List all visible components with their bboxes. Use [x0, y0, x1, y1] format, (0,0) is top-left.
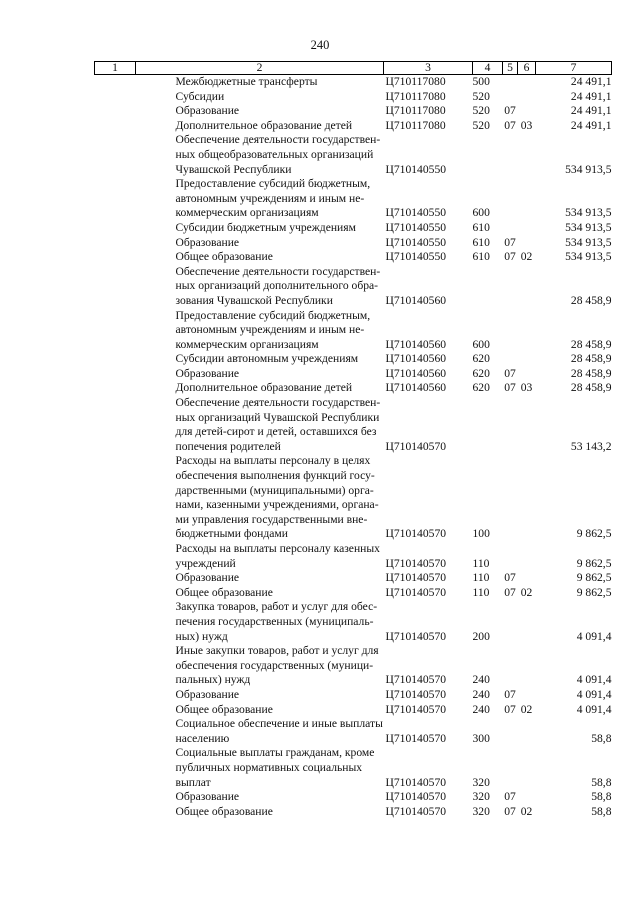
target-code: Ц710140550 [385, 235, 447, 249]
expense-type-code: 110 [472, 571, 490, 585]
expense-type-code: 620 [472, 381, 490, 395]
table-row [95, 571, 612, 586]
col-empty-cell [95, 571, 136, 586]
section-code: 07 [504, 381, 516, 395]
col-empty-cell [95, 381, 136, 396]
expense-type-code: 620 [472, 352, 490, 366]
section-code [503, 90, 518, 105]
table-row [95, 221, 612, 236]
item-name [136, 90, 384, 105]
subsection-code [518, 600, 536, 644]
table-row [95, 790, 612, 805]
expense-type-code [473, 396, 503, 454]
col-empty-cell [95, 703, 136, 718]
item-name [136, 805, 384, 820]
item-name [136, 381, 384, 396]
table-row [95, 688, 612, 703]
target-code: Ц710140570 [385, 673, 447, 687]
section-code: 07 [504, 687, 516, 701]
subsection-code [518, 688, 536, 703]
expense-type-code: 320 [472, 790, 490, 804]
col-empty-cell [95, 644, 136, 688]
section-code [503, 177, 518, 221]
item-name-text: Общее образование [175, 250, 273, 264]
expense-type-code: 520 [472, 104, 490, 118]
target-code: Ц710140560 [385, 293, 447, 307]
table-row [95, 703, 612, 718]
amount: 24 491,1 [570, 104, 612, 118]
item-name-text: Иные закупки товаров, работ и услуг для обеспечения государственных (муници- пальных) нужд [175, 644, 379, 687]
expense-type-code: 100 [472, 527, 490, 541]
col-empty-cell [95, 265, 136, 309]
subsection-code [518, 644, 536, 688]
amount: 9 862,5 [576, 527, 612, 541]
item-name [136, 265, 384, 309]
expense-type-code: 620 [472, 366, 490, 380]
col-empty-cell [95, 104, 136, 119]
col-empty-cell [95, 717, 136, 746]
target-code: Ц710140560 [385, 352, 447, 366]
page-number: 240 [310, 38, 330, 52]
item-name [136, 133, 384, 177]
section-code: 07 [504, 790, 516, 804]
expense-type-code: 610 [472, 220, 490, 234]
subsection-code [518, 104, 536, 119]
item-name-text: Закупка товаров, работ и услуг для обес- печения государственных (муниципаль- ных) нужд [175, 600, 378, 643]
col-empty-cell [95, 600, 136, 644]
item-name-text: Расходы на выплаты персоналу казенных учреждений [175, 542, 380, 570]
subsection-code [518, 746, 536, 790]
amount: 28 458,9 [570, 293, 612, 307]
target-code: Ц710140570 [385, 629, 447, 643]
header-col-5: 5 [503, 62, 518, 75]
expense-type-code: 110 [472, 556, 490, 570]
section-code: 07 [504, 571, 516, 585]
amount: 58,8 [591, 790, 612, 804]
amount: 53 143,2 [570, 439, 612, 453]
section-code [503, 309, 518, 353]
section-code [503, 600, 518, 644]
col-empty-cell [95, 542, 136, 571]
amount: 24 491,1 [570, 89, 612, 103]
subsection-code [518, 396, 536, 454]
amount: 534 913,5 [565, 220, 612, 234]
col-empty-cell [95, 250, 136, 265]
expense-type-code: 300 [472, 731, 490, 745]
item-name-text: Субсидии [175, 89, 225, 103]
section-code [503, 454, 518, 542]
header-col-6: 6 [518, 62, 536, 75]
table-row [95, 90, 612, 105]
table-row [95, 133, 612, 177]
col-empty-cell [95, 396, 136, 454]
item-name-text: Образование [175, 790, 240, 804]
table-row [95, 236, 612, 251]
col-empty-cell [95, 236, 136, 251]
col-empty-cell [95, 367, 136, 382]
table-row [95, 586, 612, 601]
item-name [136, 717, 384, 746]
col-empty-cell [95, 221, 136, 236]
item-name [136, 703, 384, 718]
col-empty-cell [95, 133, 136, 177]
budget-table [94, 61, 612, 819]
section-code [503, 644, 518, 688]
amount: 4 091,4 [576, 687, 612, 701]
amount: 4 091,4 [576, 629, 612, 643]
table-body [95, 75, 612, 820]
amount: 534 913,5 [565, 235, 612, 249]
section-code: 07 [504, 804, 516, 818]
section-code [503, 542, 518, 571]
item-name [136, 586, 384, 601]
target-code: Ц710117080 [385, 104, 446, 118]
amount: 28 458,9 [570, 381, 612, 395]
col-empty-cell [95, 119, 136, 134]
table-row [95, 746, 612, 790]
section-code: 07 [504, 104, 516, 118]
amount: 24 491,1 [570, 75, 612, 88]
expense-type-code: 600 [472, 337, 490, 351]
target-code: Ц710140570 [385, 439, 447, 453]
table-row [95, 309, 612, 353]
item-name [136, 454, 384, 542]
expense-type-code: 520 [472, 89, 490, 103]
amount: 534 913,5 [565, 250, 612, 264]
section-code [503, 221, 518, 236]
section-code [503, 717, 518, 746]
subsection-code: 02 [520, 702, 533, 716]
subsection-code [518, 236, 536, 251]
header-col-3: 3 [384, 62, 473, 75]
target-code: Ц710140570 [385, 687, 447, 701]
subsection-code [518, 75, 536, 90]
amount: 4 091,4 [576, 673, 612, 687]
table-row [95, 396, 612, 454]
item-name [136, 221, 384, 236]
col-empty-cell [95, 309, 136, 353]
item-name-text: Субсидии бюджетным учреждениям [175, 220, 356, 234]
subsection-code [518, 265, 536, 309]
col-empty-cell [95, 75, 136, 90]
item-name [136, 75, 384, 90]
subsection-code [518, 717, 536, 746]
item-name [136, 250, 384, 265]
target-code: Ц710140560 [385, 381, 447, 395]
amount: 534 913,5 [565, 206, 612, 220]
item-name-text: Обеспечение деятельности государствен- ных организаций дополнительного обра- зования Чувашской Республики [175, 264, 381, 307]
expense-type-code: 500 [472, 75, 490, 88]
section-code: 07 [504, 250, 516, 264]
subsection-code [518, 571, 536, 586]
target-code: Ц710140560 [385, 337, 447, 351]
item-name-text: Социальные выплаты гражданам, кроме публичных нормативных социальных выплат [175, 746, 375, 789]
header-col-7: 7 [536, 62, 612, 75]
table-row [95, 381, 612, 396]
target-code: Ц710140550 [385, 162, 447, 176]
col-empty-cell [95, 746, 136, 790]
subsection-code [518, 352, 536, 367]
expense-type-code: 320 [472, 804, 490, 818]
subsection-code [518, 367, 536, 382]
table-row [95, 600, 612, 644]
amount: 28 458,9 [570, 352, 612, 366]
item-name [136, 104, 384, 119]
target-code: Ц710140550 [385, 220, 447, 234]
item-name-text: Дополнительное образование детей [175, 381, 353, 395]
item-name-text: Образование [175, 104, 240, 118]
section-code [503, 133, 518, 177]
expense-type-code: 240 [472, 687, 490, 701]
target-code: Ц710140570 [385, 571, 447, 585]
target-code: Ц710140570 [385, 556, 447, 570]
item-name-text: Общее образование [175, 585, 273, 599]
amount: 28 458,9 [570, 366, 612, 380]
header-col-4: 4 [473, 62, 503, 75]
section-code: 07 [504, 366, 516, 380]
subsection-code [518, 309, 536, 353]
section-code [503, 746, 518, 790]
item-name [136, 600, 384, 644]
subsection-code: 02 [520, 804, 533, 818]
table-row [95, 454, 612, 542]
section-code [503, 75, 518, 90]
expense-type-code: 110 [472, 585, 490, 599]
expense-type-code: 200 [472, 629, 490, 643]
item-name-text: Обеспечение деятельности государствен- ных организаций Чувашской Республики для детей-сирот и детей, оставшихся без попечения родителей [175, 396, 381, 453]
target-code: Ц710140570 [385, 731, 447, 745]
table-row [95, 119, 612, 134]
item-name [136, 352, 384, 367]
item-name [136, 790, 384, 805]
target-code: Ц710140570 [385, 585, 447, 599]
item-name [136, 644, 384, 688]
target-code: Ц710117080 [385, 75, 446, 88]
table-row [95, 104, 612, 119]
item-name-text: Образование [175, 571, 240, 585]
header-col-2: 2 [136, 62, 384, 75]
item-name [136, 309, 384, 353]
expense-type-code: 320 [472, 775, 490, 789]
subsection-code [518, 133, 536, 177]
table-row [95, 805, 612, 820]
target-code: Ц710140570 [385, 527, 447, 541]
expense-type-code [473, 265, 503, 309]
subsection-code [518, 221, 536, 236]
amount: 9 862,5 [576, 556, 612, 570]
item-name-text: Субсидии автономным учреждениям [175, 352, 359, 366]
expense-type-code: 520 [472, 118, 490, 132]
amount: 534 913,5 [565, 162, 612, 176]
subsection-code [518, 454, 536, 542]
item-name [136, 746, 384, 790]
item-name [136, 367, 384, 382]
expense-type-code: 240 [472, 702, 490, 716]
amount: 58,8 [591, 731, 612, 745]
col-empty-cell [95, 90, 136, 105]
subsection-code: 03 [520, 118, 533, 132]
item-name-text: Образование [175, 687, 240, 701]
target-code: Ц710140570 [385, 775, 447, 789]
expense-type-code [473, 133, 503, 177]
item-name-text: Образование [175, 366, 240, 380]
expense-type-code: 240 [472, 673, 490, 687]
expense-type-code: 600 [472, 206, 490, 220]
table-row [95, 367, 612, 382]
amount: 58,8 [591, 775, 612, 789]
section-code: 07 [504, 118, 516, 132]
subsection-code [518, 90, 536, 105]
target-code: Ц710140570 [385, 790, 447, 804]
item-name-text: Социальное обеспечение и иные выплаты населению [175, 717, 383, 745]
subsection-code: 02 [520, 250, 533, 264]
item-name [136, 396, 384, 454]
item-name [136, 177, 384, 221]
item-name-text: Образование [175, 235, 240, 249]
item-name [136, 688, 384, 703]
item-name [136, 236, 384, 251]
item-name [136, 542, 384, 571]
table-row [95, 717, 612, 746]
subsection-code: 02 [520, 585, 533, 599]
target-code: Ц710140550 [385, 250, 447, 264]
subsection-code [518, 790, 536, 805]
target-code: Ц710117080 [385, 118, 446, 132]
table-header [95, 62, 612, 75]
col-empty-cell [95, 688, 136, 703]
col-empty-cell [95, 790, 136, 805]
table-row [95, 644, 612, 688]
section-code: 07 [504, 235, 516, 249]
header-col-1: 1 [95, 62, 136, 75]
subsection-code [518, 542, 536, 571]
table-row [95, 265, 612, 309]
amount: 9 862,5 [576, 585, 612, 599]
item-name-text: Межбюджетные трансферты [175, 75, 318, 88]
subsection-code: 03 [520, 381, 533, 395]
amount: 28 458,9 [570, 337, 612, 351]
col-empty-cell [95, 177, 136, 221]
item-name-text: Расходы на выплаты персоналу в целях обеспечения выполнения функций госу- дарственными (муниципальными) орга- нами, казенными учреждениями, органа- ми управления государственными вне- бюджетными фондами [175, 454, 379, 541]
amount: 4 091,4 [576, 702, 612, 716]
item-name-text: Обеспечение деятельности государствен- ных общеобразовательных организаций Чувашской Республики [175, 133, 381, 176]
subsection-code [518, 177, 536, 221]
section-code [503, 396, 518, 454]
col-empty-cell [95, 805, 136, 820]
item-name [136, 571, 384, 586]
target-code: Ц710140570 [385, 804, 447, 818]
section-code [503, 352, 518, 367]
expense-type-code: 610 [472, 235, 490, 249]
col-empty-cell [95, 454, 136, 542]
item-name-text: Общее образование [175, 804, 273, 818]
col-empty-cell [95, 586, 136, 601]
target-code: Ц710140570 [385, 702, 447, 716]
item-name-text: Предоставление субсидий бюджетным, автономным учреждениям и иным не- коммерческим организациям [175, 308, 371, 351]
table-row [95, 542, 612, 571]
table-row [95, 177, 612, 221]
expense-type-code: 610 [472, 250, 490, 264]
table-row [95, 250, 612, 265]
amount: 24 491,1 [570, 118, 612, 132]
col-empty-cell [95, 352, 136, 367]
item-name-text: Дополнительное образование детей [175, 118, 353, 132]
section-code: 07 [504, 585, 516, 599]
amount: 58,8 [591, 804, 612, 818]
table-row [95, 75, 612, 90]
section-code [503, 265, 518, 309]
section-code: 07 [504, 702, 516, 716]
amount: 9 862,5 [576, 571, 612, 585]
table-row [95, 352, 612, 367]
target-code: Ц710140550 [385, 206, 447, 220]
item-name-text: Общее образование [175, 702, 273, 716]
target-code: Ц710117080 [385, 89, 446, 103]
target-code: Ц710140560 [385, 366, 447, 380]
item-name [136, 119, 384, 134]
item-name-text: Предоставление субсидий бюджетным, автономным учреждениям и иным не- коммерческим организациям [175, 177, 371, 220]
